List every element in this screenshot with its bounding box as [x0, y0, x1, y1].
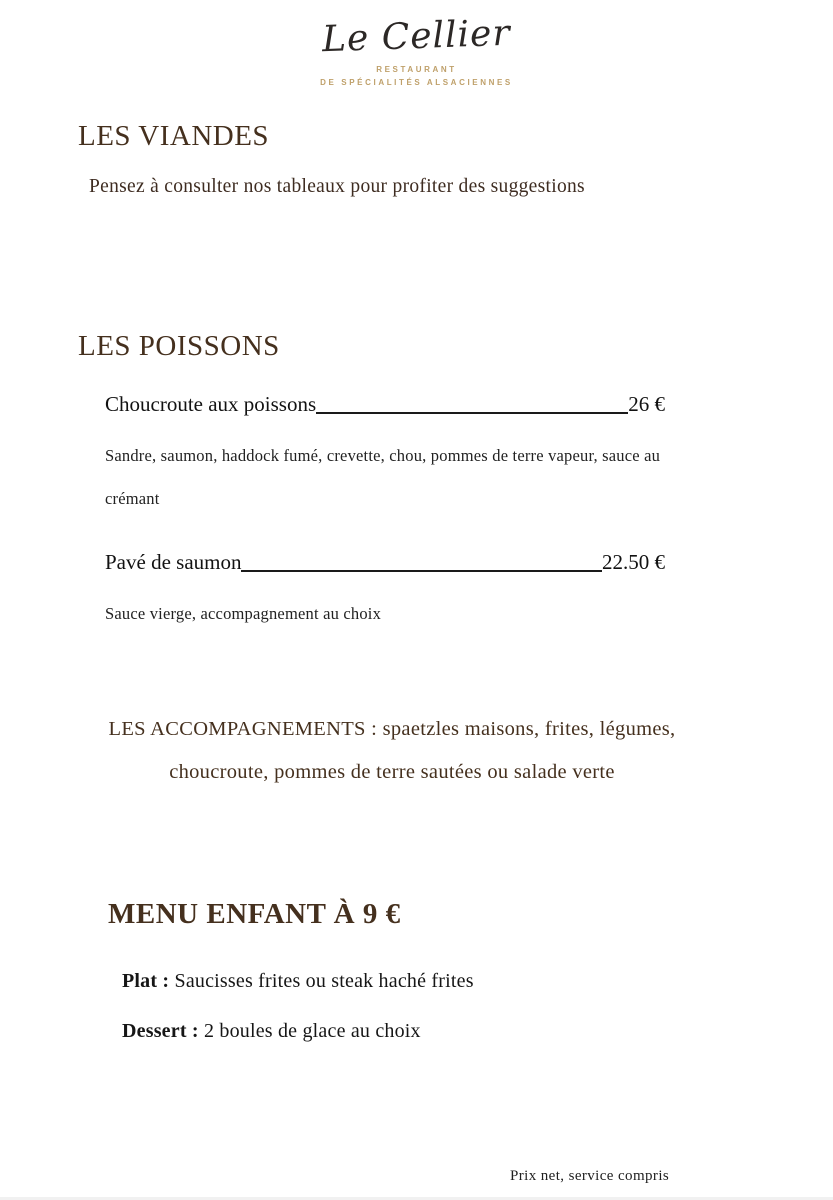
logo-subtitle [0, 63, 833, 89]
menu-enfant-plat-text: Saucisses frites ou steak haché frites [174, 970, 474, 992]
dish-price: 26 € [628, 392, 665, 416]
dish-name: Pavé de saumon [105, 550, 242, 574]
menu-enfant-dessert-label: Dessert : [122, 1020, 204, 1042]
section-title-poissons: LES POISSONS [78, 330, 280, 362]
dotted-leader-line [241, 570, 602, 572]
menu-enfant-dessert-text: 2 boules de glace au choix [203, 1020, 421, 1042]
dish-pave-de-saumon [105, 550, 665, 635]
accompagnements-paragraph: LES ACCOMPAGNEMENTS : spaetzles maisons, frites, légumes, choucroute, pommes de terre sautées ou salade verte [108, 718, 676, 783]
dish-choucroute-aux-poissons [105, 392, 665, 520]
logo-subtitle-line1: RESTAURANT [376, 65, 457, 74]
section-title-menu-enfant: MENU ENFANT À 9 € [108, 898, 401, 930]
menu-enfant-plat-row [122, 970, 474, 993]
dish-description: Sandre, saumon, haddock fumé, crevette, chou, pommes de terre vapeur, sauce au crémant [105, 446, 661, 508]
dish-description: Sauce vierge, accompagnement au choix [105, 604, 382, 623]
menu-enfant-plat-label: Plat : [122, 970, 175, 992]
viandes-suggestion-note: Pensez à consulter nos tableaux pour profiter des suggestions [89, 176, 585, 197]
dish-name-price-row [105, 392, 665, 417]
logo-script-wordmark: Le Cellier [321, 12, 512, 61]
section-title-viandes: LES VIANDES [78, 120, 270, 152]
dish-price: 22.50 € [602, 550, 665, 574]
restaurant-logo [0, 12, 833, 89]
dotted-leader-line [316, 412, 628, 414]
dish-name: Choucroute aux poissons [105, 392, 317, 416]
dish-name-price-row [105, 550, 665, 575]
menu-enfant-dessert-row [122, 1020, 421, 1043]
price-service-note: Prix net, service compris [510, 1168, 670, 1184]
logo-subtitle-line2: DE SPÉCIALITÉS ALSACIENNES [320, 78, 513, 87]
